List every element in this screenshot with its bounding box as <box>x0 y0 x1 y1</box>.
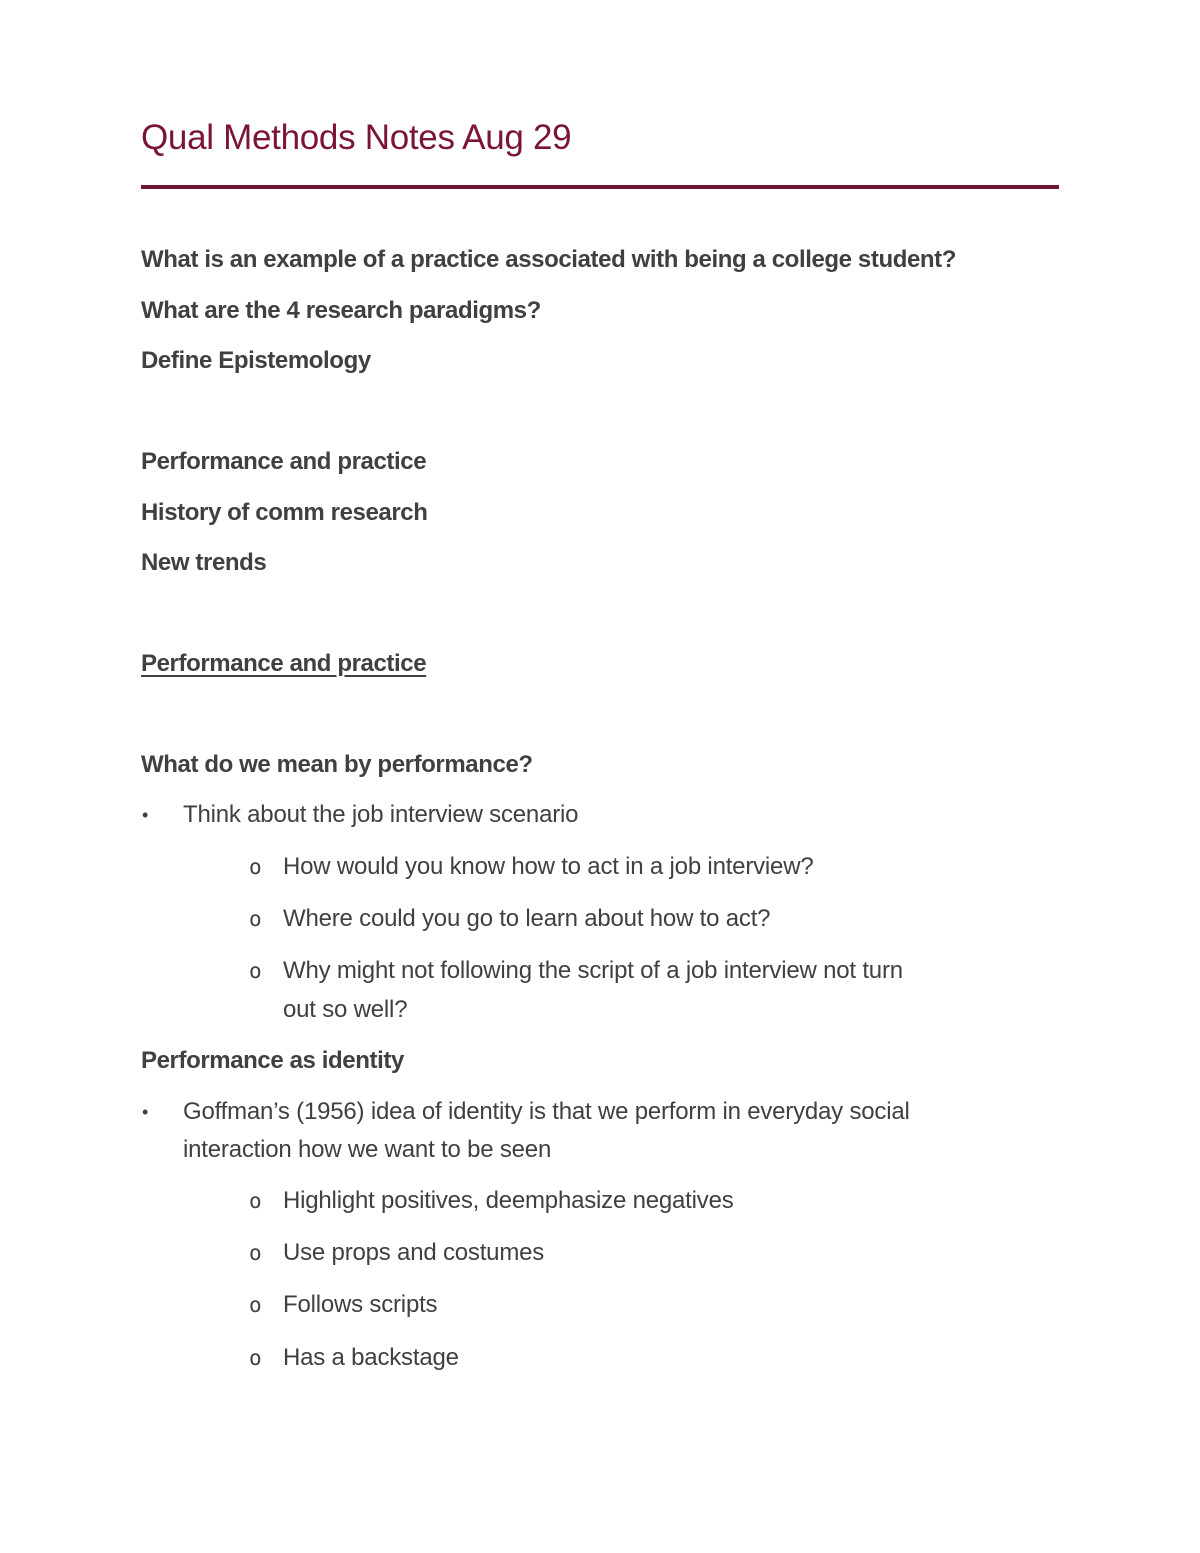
sub-bullet-marker: o <box>249 1346 262 1370</box>
identity-bullet-line-1: Goffman’s (1956) idea of identity is that we perform in everyday social <box>183 1098 910 1125</box>
sub-bullet-marker: o <box>249 1189 262 1213</box>
sub-bullet-marker: o <box>249 907 262 931</box>
agenda-item-3: New trends <box>141 549 267 576</box>
sub-bullet-marker: o <box>249 855 262 879</box>
identity-sub-item-4: Has a backstage <box>283 1344 459 1371</box>
bullet-marker: • <box>142 1102 149 1122</box>
identity-bullet-line-2: interaction how we want to be seen <box>183 1136 552 1163</box>
sub-bullet-marker: o <box>249 959 262 983</box>
identity-heading: Performance as identity <box>141 1047 404 1074</box>
performance-sub-item-3: Why might not following the script of a job interview not turn <box>283 957 903 984</box>
section-heading: Performance and practice <box>141 650 427 677</box>
bullet-marker: • <box>142 805 149 825</box>
performance-heading: What do we mean by performance? <box>141 751 533 778</box>
title-divider <box>141 185 1059 189</box>
performance-sub-item-1: How would you know how to act in a job interview? <box>283 853 814 880</box>
agenda-item-2: History of comm research <box>141 499 428 526</box>
sub-bullet-marker: o <box>249 1293 262 1317</box>
performance-bullet: Think about the job interview scenario <box>183 801 579 828</box>
question-2: What are the 4 research paradigms? <box>141 297 541 324</box>
agenda-item-1: Performance and practice <box>141 448 427 475</box>
performance-sub-item-3-continued: out so well? <box>283 996 408 1023</box>
question-3: Define Epistemology <box>141 347 371 374</box>
document-title: Qual Methods Notes Aug 29 <box>141 118 572 157</box>
question-1: What is an example of a practice associated with being a college student? <box>141 246 957 273</box>
identity-sub-item-1: Highlight positives, deemphasize negatives <box>283 1187 734 1214</box>
performance-sub-item-2: Where could you go to learn about how to act? <box>283 905 771 932</box>
identity-sub-item-3: Follows scripts <box>283 1291 438 1318</box>
identity-sub-item-2: Use props and costumes <box>283 1239 545 1266</box>
sub-bullet-marker: o <box>249 1241 262 1265</box>
